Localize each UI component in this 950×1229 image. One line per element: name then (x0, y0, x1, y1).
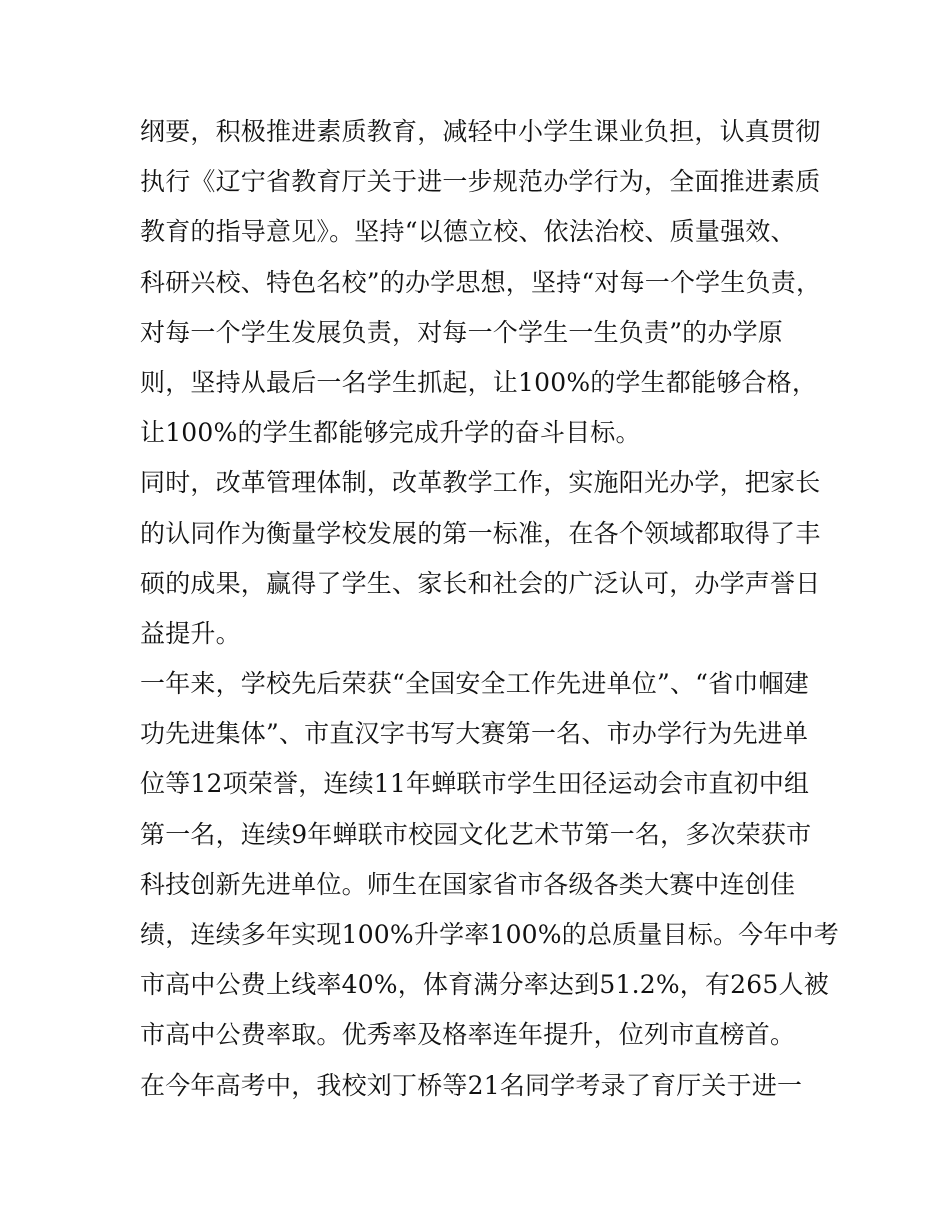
text-line: 功先进集体”、市直汉字书写大赛第一名、市办学行为先进单 (140, 719, 809, 749)
text-line: 则，坚持从最后一名学生抓起，让100%的学生都能够合格， (140, 367, 818, 397)
text-line: 绩，连续多年实现100%升学率100%的总质量目标。今年中考 (140, 920, 839, 949)
text-line: 执行《辽宁省教育厅关于进一步规范办学行为，全面推进素质 (140, 167, 821, 197)
text-line: 市高中公费率取。优秀率及格率连年提升，位列市直榜首。 (140, 1020, 796, 1050)
text-line: 对每一个学生发展负责，对每一个学生一生负责”的办学原 (140, 317, 783, 347)
text-line: 科技创新先进单位。师生在国家省市各级各类大赛中连创佳 (140, 869, 796, 899)
text-line: 位等12项荣誉，连续11年蝉联市学生田径运动会市直初中组 (140, 769, 810, 799)
text-line: 市高中公费上线率40%，体育满分率达到51.2%，有265人被 (140, 970, 829, 1000)
text-line: 在今年高考中，我校刘丁桥等21名同学考录了育厅关于进一 (140, 1070, 803, 1100)
text-line: 第一名，连续9年蝉联市校园文化艺术节第一名，多次荣获市 (140, 819, 812, 849)
text-line: 纲要，积极推进素质教育，减轻中小学生课业负担，认真贯彻 (140, 117, 821, 146)
document-body (140, 107, 839, 1111)
text-line: 一年来，学校先后荣获“全国安全工作先进单位”、“省巾帼建 (140, 669, 809, 699)
text-line: 的认同作为衡量学校发展的第一标准，在各个领域都取得了丰 (140, 518, 821, 548)
text-line: 硕的成果，赢得了学生、家长和社会的广泛认可，办学声誉日 (140, 568, 821, 598)
text-line: 教育的指导意见》。坚持“以德立校、依法治校、质量强效、 (140, 217, 796, 247)
text-line: 让100%的学生都能够完成升学的奋斗目标。 (140, 418, 641, 448)
text-line: 同时，改革管理体制，改革教学工作，实施阳光办学，把家长 (140, 468, 821, 498)
text-line: 科研兴校、特色名校”的办学思想，坚持“对每一个学生负责， (140, 267, 822, 297)
text-line: 益提升。 (140, 618, 241, 648)
